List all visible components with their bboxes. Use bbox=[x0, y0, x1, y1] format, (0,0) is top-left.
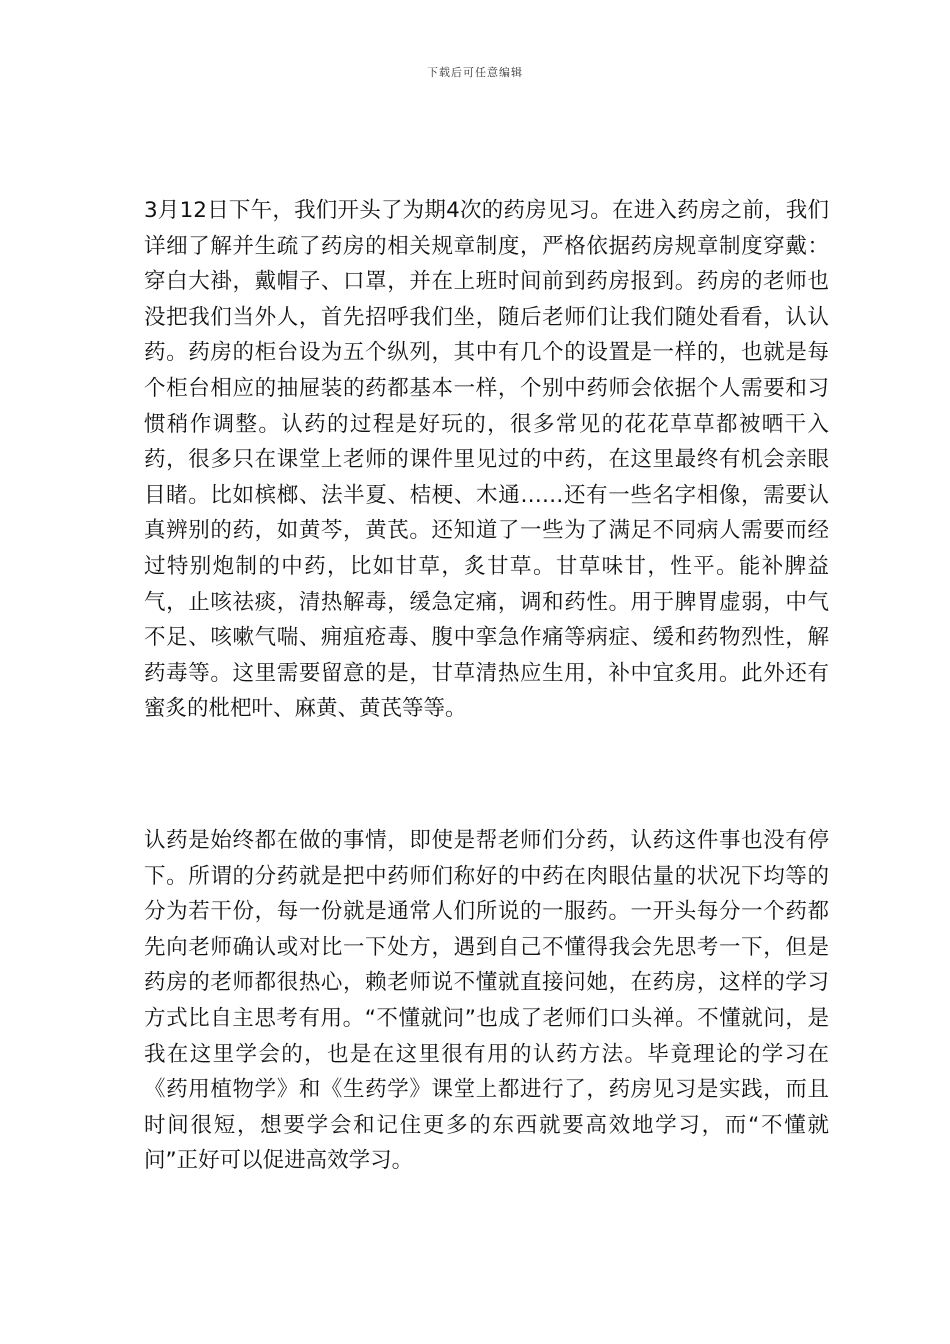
paragraph-1: 3月12日下午，我们开头了为期4次的药房见习。在进入药房之前，我们详细了解并生疏了药房的相关规章制度，严格依据药房规章制度穿戴：穿白大褂，戴帽子、口罩，并在上班时间前到药房报到。药房的老师也没把我们当外人，首先招呼我们坐，随后老师们让我们随处看看，认认药。药房的柜台设为五个纵列，其中有几个的设置是一样的，也就是每个柜台相应的抽屉装的药都基本一样，个别中药师会依据个人需要和习惯稍作调整。认药的过程是好玩的，很多常见的花花草草都被晒干入药，很多只在课堂上老师的课件里见过的中药，在这里最终有机会亲眼目睹。比如槟榔、法半夏、桔梗、木通……还有一些名字相像，需要认真辨别的药，如黄芩，黄芪。还知道了一些为了满足不同病人需要而经过特别炮制的中药，比如甘草，炙甘草。甘草味甘，性平。能补脾益气，止咳祛痰，清热解毒，缓急定痛，调和药性。用于脾胃虚弱，中气不足、咳嗽气喘、痈疽疮毒、腹中挛急作痛等病症、缓和药物烈性，解药毒等。这里需要留意的是，甘草清热应生用，补中宜炙用。此外还有蜜炙的枇杷叶、麻黄、黄芪等等。 bbox=[144, 198, 829, 722]
paragraph-2: 认药是始终都在做的事情，即使是帮老师们分药，认药这件事也没有停下。所谓的分药就是把中药师们称好的中药在肉眼估量的状况下均等的分为若干份，每一份就是通常人们所说的一服药。一开头每分一个药都先向老师确认或对比一下处方，遇到自己不懂得我会先思考一下，但是药房的老师都很热心，赖老师说不懂就直接问她，在药房，这样的学习方式比自主思考有用。“不懂就问”也成了老师们口头禅。不懂就问，是我在这里学会的，也是在这里很有用的认药方法。毕竟理论的学习在《药用植物学》和《生药学》课堂上都进行了，药房见习是实践，而且时间很短，想要学会和记住更多的东西就要高效地学习，而“不懂就问”正好可以促进高效学习。 bbox=[144, 828, 829, 1174]
header-note: 下载后可任意编辑 bbox=[427, 66, 523, 79]
